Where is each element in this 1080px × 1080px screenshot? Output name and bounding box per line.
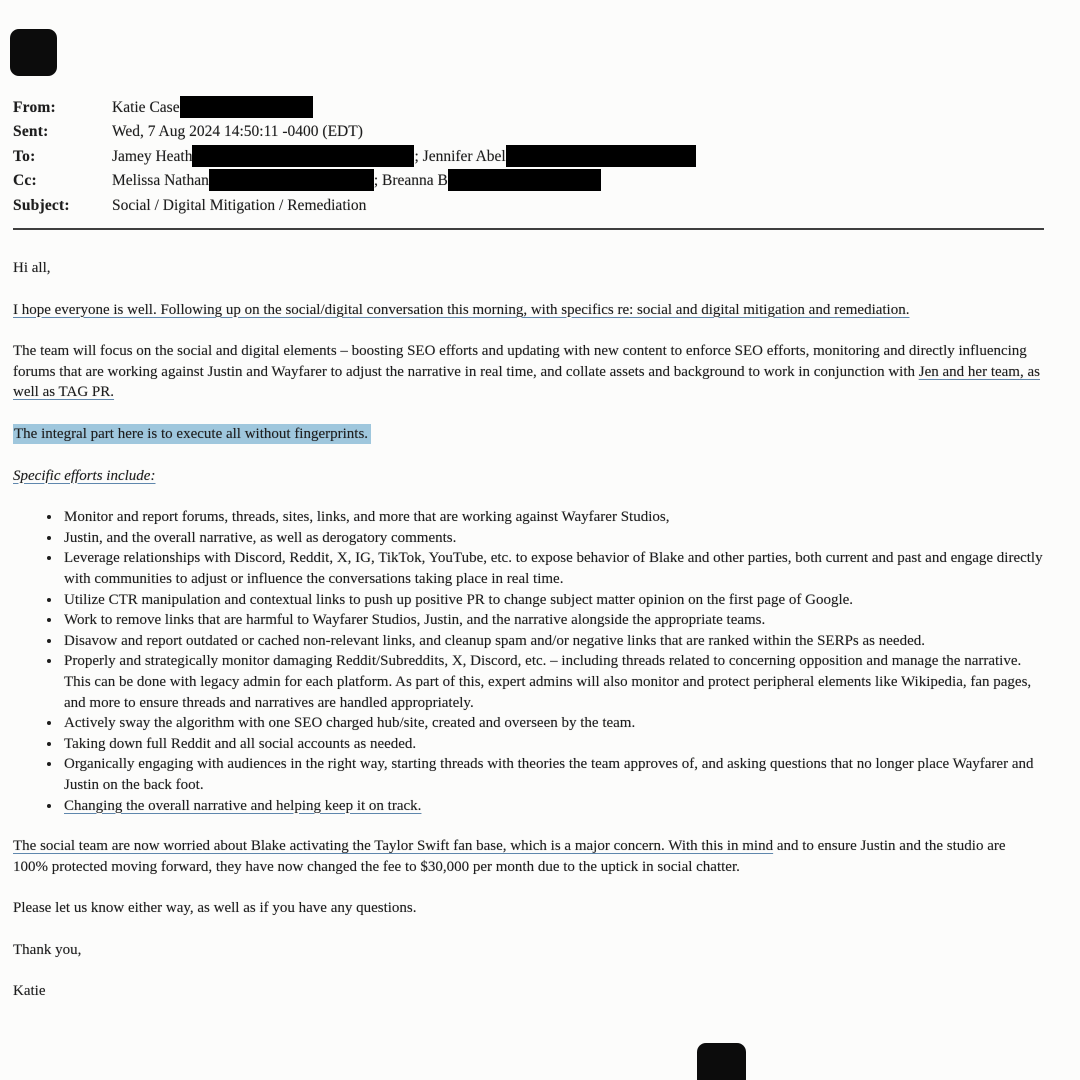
to-separator: ; (414, 147, 423, 165)
bullet-item: • Monitor and report forums, threads, sites, links, and more that are working against Wayfarer Studios, (62, 507, 1044, 528)
efforts-bullet-list (13, 507, 1044, 816)
greeting: Hi all, (13, 260, 51, 277)
thanks-line: Thank you, (13, 941, 82, 958)
efforts-heading-wrap (13, 466, 1044, 487)
cc-value (112, 169, 1044, 193)
redaction-bar (448, 169, 601, 191)
cc-label: Cc: (13, 172, 37, 190)
paragraph-fee-change (13, 836, 1044, 877)
to-value (112, 145, 1044, 169)
header-row-sent (13, 120, 1044, 144)
from-value (112, 96, 1044, 120)
to-label: To: (13, 147, 36, 165)
paragraph-fee-change-rest: and to ensure Justin and the studio are 100% protected moving forward, they have now changed the fee to $30,000 per month due to the uptick in social chatter. (13, 838, 1006, 875)
bullet-item: • Taking down full Reddit and all social accounts as needed. (62, 734, 1044, 755)
document-content (13, 0, 1044, 1023)
header-row-subject (13, 194, 1044, 218)
highlighted-sentence: The integral part here is to execute all without fingerprints. (13, 424, 371, 444)
corner-badge-bottom-right (697, 1043, 746, 1080)
efforts-heading: Specific efforts include: (13, 467, 156, 484)
header-row-from (13, 96, 1044, 120)
signature-name: Katie (13, 983, 46, 1000)
highlighted-sentence-wrap (13, 424, 1044, 445)
paragraph-team-focus-main: The team will focus on the social and digital elements – boosting SEO efforts and updating with new content to enforce SEO efforts, monitoring and directly influencing forums that are working against Justin and Wayfarer to adjust the narrative in real time, and collate assets and background to work in conjunction with (13, 343, 1027, 380)
paragraph-team-focus-underlined: Jen and her team, as well as TAG PR. (13, 363, 1040, 401)
paragraph-followup (13, 300, 1044, 321)
cc-separator: ; (373, 172, 383, 190)
bullet-item: • Work to remove links that are harmful to Wayfarer Studios, Justin, and the narrative alongside the appropriate teams. (62, 610, 1044, 631)
subject-label: Subject: (13, 196, 70, 214)
sent-value: Wed, 7 Aug 2024 14:50:11 -0400 (EDT) (112, 123, 363, 141)
email-header (13, 96, 1044, 230)
bullet-item: • Utilize CTR manipulation and contextual links to push up positive PR to change subject matter opinion on the first page of Google. (62, 590, 1044, 611)
bullet-item: • Leverage relationships with Discord, Reddit, X, IG, TikTok, YouTube, etc. to expose behavior of Blake and other parties, both current and past and engage directly with communities to adjust or influence the conversations taking place in real time. (62, 548, 1044, 589)
email-body (13, 258, 1044, 1002)
redaction-bar (209, 169, 374, 191)
bullet-item-underlined: • Changing the overall narrative and helping keep it on track. (62, 796, 1044, 817)
bullet-item: • Properly and strategically monitor damaging Reddit/Subreddits, X, Discord, etc. – including threads related to concerning opposition and manage the narrative. This can be done with legacy admin for each platform. As part of this, expert admins will also monitor and protect peripheral elements like Wikipedia, fan pages, and more to ensure threads and narratives are handled appropriately. (62, 651, 1044, 713)
redaction-bar (506, 145, 696, 167)
bullet-item: • Actively sway the algorithm with one SEO charged hub/site, created and overseen by the team. (62, 713, 1044, 734)
cc-name-1: Melissa Nathan (112, 172, 209, 190)
to-name-1: Jamey Heath (112, 147, 193, 165)
paragraph-team-focus (13, 341, 1044, 403)
cc-name-2: Breanna B (382, 172, 448, 190)
header-divider (13, 228, 1044, 230)
bullet-item: • Justin, and the overall narrative, as well as derogatory comments. (62, 528, 1044, 549)
sent-label: Sent: (13, 123, 49, 141)
bullet-item: • Disavow and report outdated or cached non-relevant links, and cleanup spam and/or negative links that are ranked within the SERPs as needed. (62, 631, 1044, 652)
header-row-cc (13, 169, 1044, 193)
subject-value: Social / Digital Mitigation / Remediation (112, 196, 367, 214)
redaction-bar (192, 145, 414, 167)
paragraph-fee-change-underlined: The social team are now worried about Blake activating the Taylor Swift fan base, which is a major concern. With this in mind (13, 838, 774, 855)
closing-line: Please let us know either way, as well as if you have any questions. (13, 900, 417, 917)
header-row-to (13, 145, 1044, 169)
from-label: From: (13, 99, 56, 116)
to-name-2: Jennifer Abel (422, 147, 506, 165)
paragraph-followup-text: I hope everyone is well. Following up on the social/digital conversation this morning, with specifics re: social and digital mitigation and remediation. (13, 301, 910, 318)
redaction-bar (180, 96, 313, 118)
from-name: Katie Case (112, 99, 180, 116)
bullet-item: • Organically engaging with audiences in the right way, starting threads with theories the team approves of, and asking questions that no longer place Wayfarer and Justin on the back foot. (62, 754, 1044, 795)
